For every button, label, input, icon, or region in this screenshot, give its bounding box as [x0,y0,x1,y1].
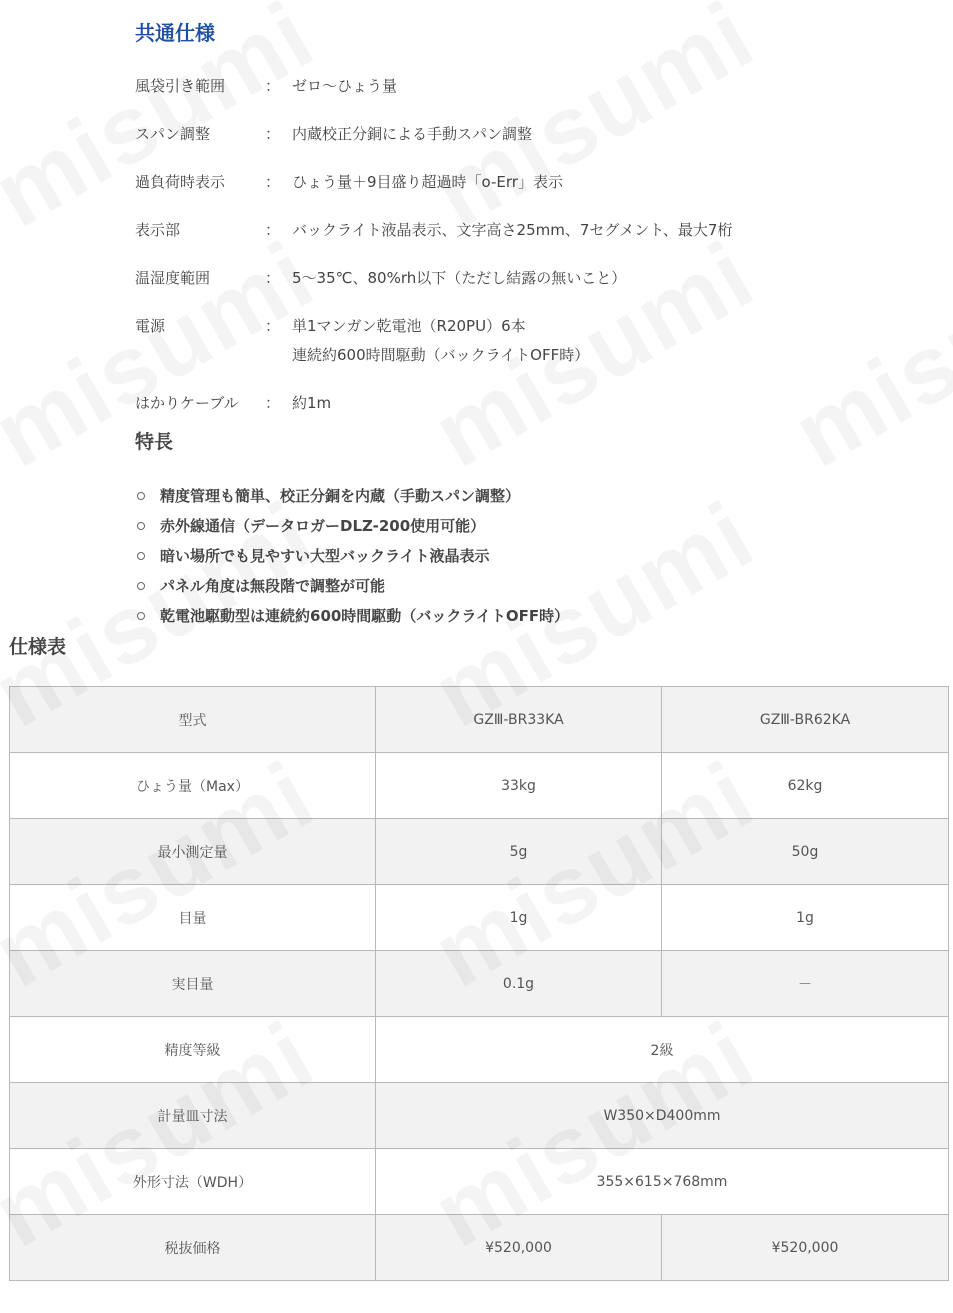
table-cell: 33kg [376,753,662,819]
spec-table-heading: 仕様表 [9,636,67,658]
feature-text: 暗い場所でも見やすい大型バックライト液晶表示 [160,547,490,565]
feature-text: 精度管理も簡単、校正分銅を内蔵（手動スパン調整） [160,487,521,505]
spec-value: 内蔵校正分銅による手動スパン調整 [292,125,533,143]
spec-label: 温湿度範囲 [135,269,211,287]
spec-colon: ： [265,173,281,191]
table-cell: － [662,951,949,1017]
table-cell: ¥520,000 [376,1215,662,1281]
common-specs-heading: 共通仕様 [135,21,215,45]
circle-bullet-icon [137,552,145,560]
table-cell: 5g [376,819,662,885]
spec-value: ゼロ～ひょう量 [292,77,398,95]
feature-text: 乾電池駆動型は連続約600時間駆動（バックライトOFF時） [160,607,570,625]
circle-bullet-icon [137,612,145,620]
spec-colon: ： [265,394,281,412]
circle-bullet-icon [137,522,145,530]
table-cell: 1g [376,885,662,951]
features-list [137,481,569,631]
table-cell-label: 計量皿寸法 [10,1083,376,1149]
table-cell-label: 外形寸法（WDH） [10,1149,376,1215]
list-item [137,481,569,511]
spec-value: 連続約600時間駆動（バックライトOFF時） [292,346,590,364]
list-item [137,601,569,631]
table-cell: 2級 [376,1017,949,1083]
table-cell-label: 型式 [10,687,376,753]
spec-value: 単1マンガン乾電池（R20PU）6本 [292,317,526,335]
table-cell: GZⅢ-BR33KA [376,687,662,753]
table-cell-label: ひょう量（Max） [10,753,376,819]
table-cell: W350×D400mm [376,1083,949,1149]
spec-colon: ： [265,221,281,239]
circle-bullet-icon [137,582,145,590]
table-row [10,687,949,753]
table-cell: 62kg [662,753,949,819]
table-row [10,951,949,1017]
spec-label: 風袋引き範囲 [135,77,226,95]
table-row [10,1083,949,1149]
spec-label: 電源 [135,317,166,335]
table-row [10,1149,949,1215]
table-cell-label: 最小測定量 [10,819,376,885]
spec-table [9,686,949,1281]
table-cell: 1g [662,885,949,951]
feature-text: 赤外線通信（データロガーDLZ-200使用可能） [160,517,486,535]
spec-value: バックライト液晶表示、文字高さ25mm、7セグメント、最大7桁 [292,221,733,239]
table-cell: 50g [662,819,949,885]
spec-colon: ： [265,317,281,335]
spec-colon: ： [265,77,281,95]
spec-label: はかりケーブル [135,394,239,412]
spec-label: 表示部 [135,221,181,239]
list-item [137,571,569,601]
circle-bullet-icon [137,492,145,500]
table-cell-label: 実目量 [10,951,376,1017]
table-row [10,1215,949,1281]
table-row [10,819,949,885]
table-cell: GZⅢ-BR62KA [662,687,949,753]
watermark [776,220,953,489]
table-cell-label: 税抜価格 [10,1215,376,1281]
spec-colon: ： [265,269,281,287]
spec-value: 約1m [292,394,332,412]
spec-label: スパン調整 [135,125,211,143]
table-row [10,1017,949,1083]
spec-label: 過負荷時表示 [135,173,226,191]
table-cell-label: 精度等級 [10,1017,376,1083]
table-row [10,885,949,951]
list-item [137,541,569,571]
table-cell: 0.1g [376,951,662,1017]
spec-value: 5～35℃、80%rh以下（ただし結露の無いこと） [292,269,627,287]
table-cell: 355×615×768mm [376,1149,949,1215]
list-item [137,511,569,541]
spec-value: ひょう量＋9目盛り超過時「o-Err」表示 [292,173,563,191]
spec-colon: ： [265,125,281,143]
features-heading: 特長 [135,431,174,453]
table-cell-label: 目量 [10,885,376,951]
table-row [10,753,949,819]
feature-text: パネル角度は無段階で調整が可能 [160,577,386,595]
table-cell: ¥520,000 [662,1215,949,1281]
